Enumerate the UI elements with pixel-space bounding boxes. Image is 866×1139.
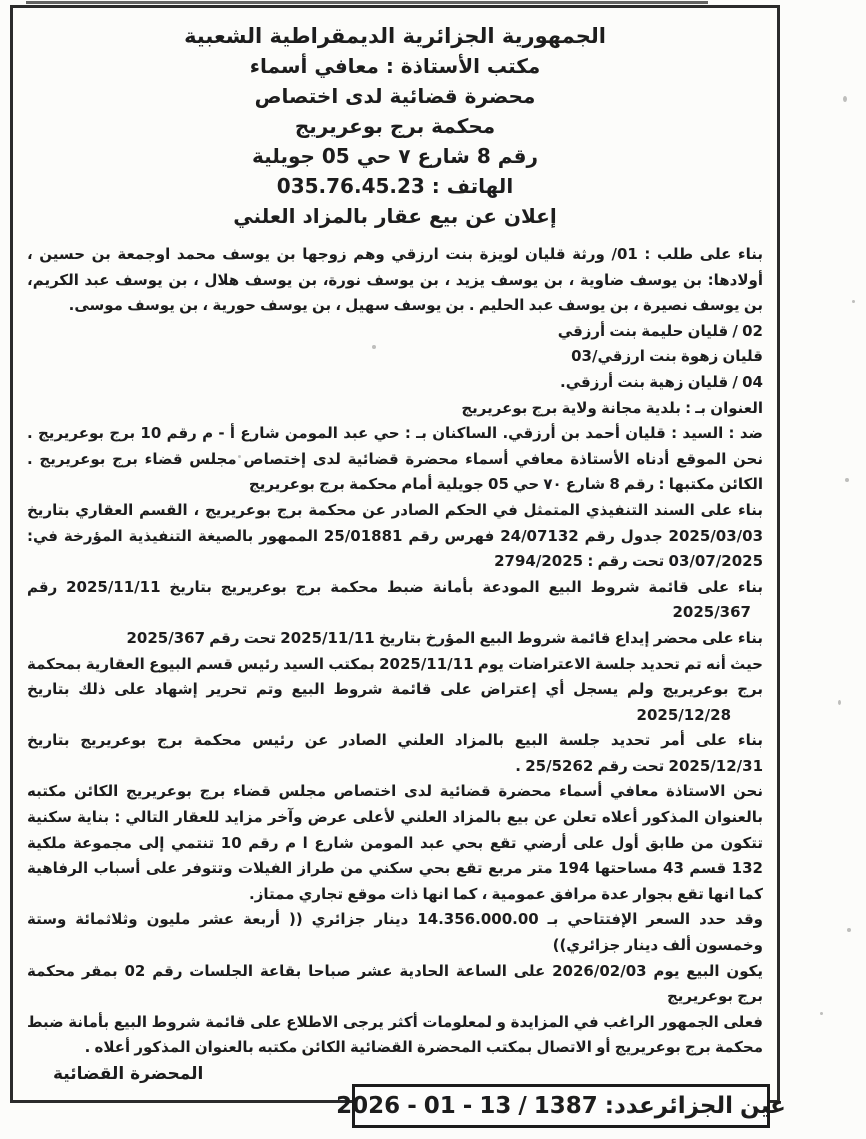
body-line: 132 قسم 43 مساحتها 194 متر مربع تقع بحي سكني من طراز الفيلات وتتوفر على أسباب الرفاهية [27, 859, 763, 878]
body-line: 03/07/2025 تحت رقم : 2794/2025 [494, 552, 763, 571]
newspaper-reference-text: عين الجزائرعدد: 1387 / 13 - 01 - 2026 [336, 1093, 786, 1119]
body-line: محكمة برج بوعريريج أو الاتصال بمكتب المحضرة القضائية الكائن مكتبه بالعنوان المذكور أعلاه . [84, 1038, 763, 1057]
bailiff-signature: المحضرة القضائية [53, 1064, 204, 1084]
body-line: برج بوعريريج ولم يسجل أي إعتراض على قائمة شروط البيع وتم تحرير إشهاد على ذلك بتاريخ [27, 680, 763, 699]
body-line: 2025/03/03 جدول رقم 24/07132 فهرس رقم 25/01881 الممهور بالصيغة التنفيذية المؤرخة في: [27, 526, 763, 545]
body-line: نحن الاستاذة معافي أسماء محضرة قضائية لدى اختصاص مجلس قضاء برج بوعريريج الكائن مكتبه [27, 782, 763, 801]
body-line: ضد : السيد : قليان أحمد بن أرزقي. الساكنان بـ : حي عبد المومن شارع أ - م رقم 10 برج بوعريريج . [27, 424, 763, 443]
body-line: بناء على قائمة شروط البيع المودعة بأمانة ضبط محكمة برج بوعريريج بتاريخ 2025/11/11 رقم [27, 577, 763, 596]
body-line: 2025/367 [672, 603, 751, 622]
body-line: تتكون من طابق أول على أرضي تقع بحي عبد المومن شارع ا م رقم 10 تنتمي إلى مجموعة ملكية [27, 833, 764, 852]
scan-noise-speck [820, 1012, 823, 1015]
body-line: برج بوعريريج [666, 987, 763, 1006]
body-line: بناء على السند التنفيذي المتمثل في الحكم الصادر عن محكمة برج بوعريريج ، القسم العقاري بتاريخ [27, 500, 763, 519]
scan-noise-speck [838, 700, 841, 705]
body-line: 04 / قليان زهية بنت أرزقي. [560, 372, 763, 391]
body-line: وقد حدد السعر الإفتتاحي بـ 14.356.000.00 دينار جزائري (( أربعة عشر مليون وثلاثمائة وستة [27, 910, 764, 929]
scan-artifact-top-line [26, 1, 708, 4]
scan-noise-speck [843, 96, 847, 102]
body-line: كما انها تقع بجوار عدة مرافق عمومية ، كما انها ذات موقع تجاري ممتاز. [249, 884, 763, 903]
header-line-court: محكمة برج بوعريريج [294, 114, 496, 138]
header-line-republic: الجمهورية الجزائرية الديمقراطية الشعبية [184, 24, 606, 48]
header-line-phone: الهاتف : 035.76.45.23 [276, 174, 514, 198]
body-line: العنوان بـ : بلدية مجانة ولاية برج بوعريريج [461, 398, 763, 417]
body-line: 2025/12/28 [636, 705, 731, 724]
body-line: حيث أنه تم تحديد جلسة الاعتراضات يوم 2025/11/11 بمكتب السيد رئيس قسم البيوع العقارية بمحكمة [27, 654, 763, 673]
body-line: وخمسون ألف دينار جزائري)) [552, 936, 763, 955]
body-line: 2025/12/31 تحت رقم 25/5262 . [515, 756, 763, 775]
body-line: بناء على طلب : 01/ ورثة قليان لويزة بنت ارزقي وهم زوجها بن يوسف محمد اوجمعة بن حسين ، [27, 245, 763, 263]
scan-noise-speck [852, 300, 855, 303]
body-line: أولادها: بن يوسف ضاوية ، بن يوسف يزيد ، بن يوسف نورة، بن يوسف هلال ، بن يوسف عبد الكريم، [27, 270, 763, 289]
body-line: نحن الموقع أدناه الأستاذة معافي أسماء محضرة قضائية لدى إختصاص مجلس قضاء برج بوعريريج . [27, 449, 763, 468]
header-line-bailiff-title: محضرة قضائية لدى اختصاص [254, 84, 536, 108]
scan-noise-speck [845, 478, 849, 482]
header-line-notice-title: إعلان عن بيع عقار بالمزاد العلني [233, 204, 557, 228]
body-line: قليان زهوة بنت ارزقي/03 [571, 347, 763, 366]
notice-body [27, 242, 763, 1061]
body-line: بناء على أمر تحديد جلسة البيع بالمزاد العلني الصادر عن رئيس محكمة برج بوعريريج بتاريخ [27, 731, 763, 750]
header-line-office: مكتب الأستاذة : معافي أسماء [249, 54, 541, 78]
body-line: 02 / قليان حليمة بنت أرزقي [557, 321, 763, 340]
header-line-address: رقم 8 شارع ٧ حي 05 جويلية [252, 144, 538, 168]
document-border-frame [10, 5, 780, 1103]
body-line: بن يوسف نصيرة ، بن يوسف عبد الحليم . بن يوسف سهيل ، بن يوسف حورية ، بن يوسف موسى. [68, 296, 763, 315]
body-line: يكون البيع يوم 2026/02/03 على الساعة الحادية عشر صباحا بقاعة الجلسات رقم 02 بمقر محكمة [27, 961, 763, 980]
body-line: بالعنوان المذكور أعلاه تعلن عن بيع بالمزاد العلني لأعلى عرض وآخر مزايد للعقار التالي : بناية سكنية [27, 808, 763, 827]
body-line: بناء على محضر إيداع قائمة شروط البيع المؤرخ بتاريخ 2025/11/11 تحت رقم 2025/367 [126, 628, 763, 647]
document-header [27, 21, 763, 231]
body-line: الكائن مكتبها : رقم 8 شارع ٧٠ حي 05 جويلية أمام محكمة برج بوعريريج [248, 475, 763, 494]
body-line: فعلى الجمهور الراغب في المزايدة و لمعلومات أكثر يرجى الاطلاع على قائمة شروط البيع بأمانة ضبط [27, 1012, 763, 1031]
newspaper-reference-box [336, 1084, 786, 1128]
scan-noise-speck [847, 928, 851, 932]
